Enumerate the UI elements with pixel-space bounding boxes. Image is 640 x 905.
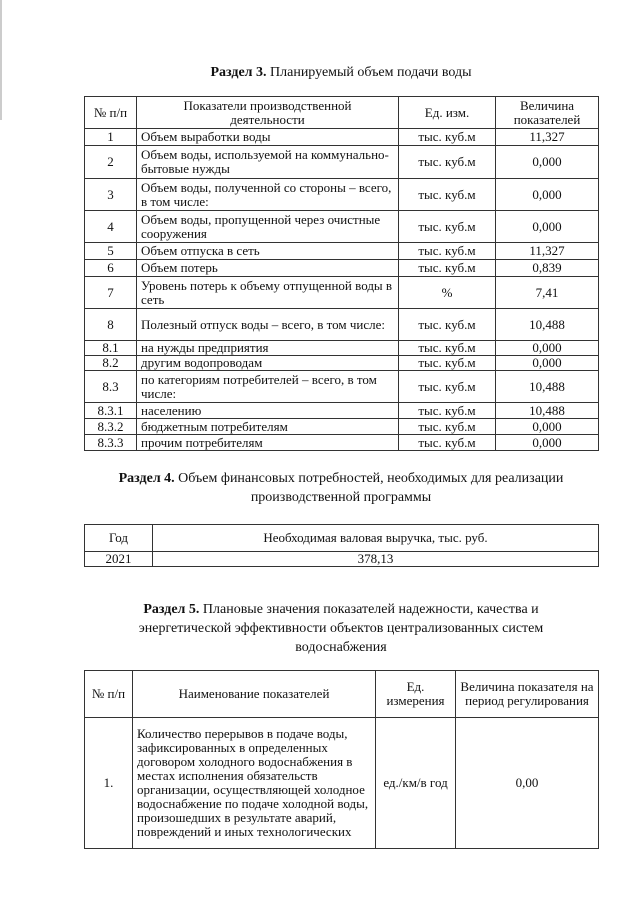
cell-num: 8.1	[85, 341, 137, 356]
cell-num: 5	[85, 243, 137, 260]
cell-indicator: Объем воды, полученной со стороны – всего, в том числе:	[137, 179, 399, 211]
table-header-row	[85, 671, 599, 718]
header-num: № п/п	[85, 97, 137, 129]
table-header-row	[85, 97, 599, 129]
table-row	[85, 146, 599, 179]
cell-num: 6	[85, 260, 137, 277]
table-row	[85, 718, 599, 849]
header-indicator: Показатели производственной деятельности	[137, 97, 399, 129]
cell-name: Количество перерывов в подаче воды, зафиксированных в определенных договором холодного водоснабжения в местах исполнения обязательств организации, осуществляющей холодное водоснабжение по подаче холодной воды, произошедших в результате аварий, повреждений и иных технологических	[133, 718, 376, 849]
table-row	[85, 129, 599, 146]
cell-unit: тыс. куб.м	[399, 403, 496, 419]
cell-value: 0,000	[496, 435, 599, 451]
cell-num: 1.	[85, 718, 133, 849]
cell-value: 0,000	[496, 146, 599, 179]
cell-num: 8	[85, 309, 137, 341]
cell-indicator: Объем воды, используемой на коммунально-бытовые нужды	[137, 146, 399, 179]
section4-title	[84, 469, 598, 507]
cell-revenue: 378,13	[153, 552, 599, 567]
reliability-indicators-table	[84, 670, 599, 849]
cell-indicator: Объем отпуска в сеть	[137, 243, 399, 260]
header-revenue: Необходимая валовая выручка, тыс. руб.	[153, 525, 599, 552]
section3-title-text: Планируемый объем подачи воды	[270, 65, 472, 80]
table-row	[85, 309, 599, 341]
section4-label: Раздел 4.	[118, 471, 175, 486]
cell-value: 10,488	[496, 309, 599, 341]
cell-value: 0,000	[496, 356, 599, 371]
header-value: Величина показателей	[496, 97, 599, 129]
cell-num: 8.3.3	[85, 435, 137, 451]
cell-indicator: другим водопроводам	[137, 356, 399, 371]
cell-value: 0,000	[496, 211, 599, 243]
cell-unit: тыс. куб.м	[399, 435, 496, 451]
cell-indicator: бюджетным потребителям	[137, 419, 399, 435]
cell-unit: ед./км/в год	[376, 718, 456, 849]
table-row	[85, 260, 599, 277]
header-name: Наименование показателей	[133, 671, 376, 718]
section5-title-text: Плановые значения показателей надежности, качества и энергетической эффективности объектов централизованных систем водоснабжения	[138, 602, 544, 655]
cell-num: 8.2	[85, 356, 137, 371]
cell-value: 0,00	[456, 718, 599, 849]
cell-indicator: Объем воды, пропущенной через очистные сооружения	[137, 211, 399, 243]
table-header-row	[85, 525, 599, 552]
cell-unit: тыс. куб.м	[399, 129, 496, 146]
cell-indicator: прочим потребителям	[137, 435, 399, 451]
cell-unit: тыс. куб.м	[399, 243, 496, 260]
section4-title-text: Объем финансовых потребностей, необходимых для реализации производственной программы	[178, 471, 564, 505]
cell-indicator: Уровень потерь к объему отпущенной воды в сеть	[137, 277, 399, 309]
planned-water-supply-table	[84, 96, 599, 451]
table-row	[85, 211, 599, 243]
cell-value: 0,839	[496, 260, 599, 277]
table-row	[85, 341, 599, 356]
table-row	[85, 277, 599, 309]
cell-value: 11,327	[496, 243, 599, 260]
header-value: Величина показателя на период регулирования	[456, 671, 599, 718]
header-year: Год	[85, 525, 153, 552]
cell-indicator: по категориям потребителей – всего, в том числе:	[137, 371, 399, 403]
cell-value: 7,41	[496, 277, 599, 309]
table-row	[85, 552, 599, 567]
cell-num: 1	[85, 129, 137, 146]
cell-unit: тыс. куб.м	[399, 211, 496, 243]
cell-unit: тыс. куб.м	[399, 341, 496, 356]
cell-unit: тыс. куб.м	[399, 146, 496, 179]
header-unit: Ед. измерения	[376, 671, 456, 718]
table-row	[85, 403, 599, 419]
cell-unit: %	[399, 277, 496, 309]
cell-unit: тыс. куб.м	[399, 179, 496, 211]
cell-num: 7	[85, 277, 137, 309]
cell-value: 0,000	[496, 341, 599, 356]
cell-unit: тыс. куб.м	[399, 419, 496, 435]
table-row	[85, 371, 599, 403]
table-row	[85, 435, 599, 451]
table-row	[85, 243, 599, 260]
cell-value: 0,000	[496, 419, 599, 435]
cell-unit: тыс. куб.м	[399, 371, 496, 403]
section5-label: Раздел 5.	[143, 602, 200, 617]
table-row	[85, 419, 599, 435]
cell-indicator: Полезный отпуск воды – всего, в том числе:	[137, 309, 399, 341]
section5-title	[84, 600, 598, 657]
cell-value: 0,000	[496, 179, 599, 211]
section3-label: Раздел 3.	[210, 65, 267, 80]
cell-value: 10,488	[496, 371, 599, 403]
cell-unit: тыс. куб.м	[399, 309, 496, 341]
cell-unit: тыс. куб.м	[399, 356, 496, 371]
header-num: № п/п	[85, 671, 133, 718]
cell-num: 8.3.2	[85, 419, 137, 435]
financial-needs-table	[84, 524, 599, 567]
cell-indicator: Объем потерь	[137, 260, 399, 277]
cell-year: 2021	[85, 552, 153, 567]
table-row	[85, 179, 599, 211]
cell-num: 8.3	[85, 371, 137, 403]
cell-num: 3	[85, 179, 137, 211]
cell-num: 2	[85, 146, 137, 179]
cell-indicator: населению	[137, 403, 399, 419]
cell-indicator: на нужды предприятия	[137, 341, 399, 356]
cell-unit: тыс. куб.м	[399, 260, 496, 277]
cell-indicator: Объем выработки воды	[137, 129, 399, 146]
cell-value: 10,488	[496, 403, 599, 419]
section3-title	[84, 63, 598, 82]
cell-num: 8.3.1	[85, 403, 137, 419]
header-unit: Ед. изм.	[399, 97, 496, 129]
cell-value: 11,327	[496, 129, 599, 146]
table-row	[85, 356, 599, 371]
scan-edge	[0, 0, 2, 120]
cell-num: 4	[85, 211, 137, 243]
